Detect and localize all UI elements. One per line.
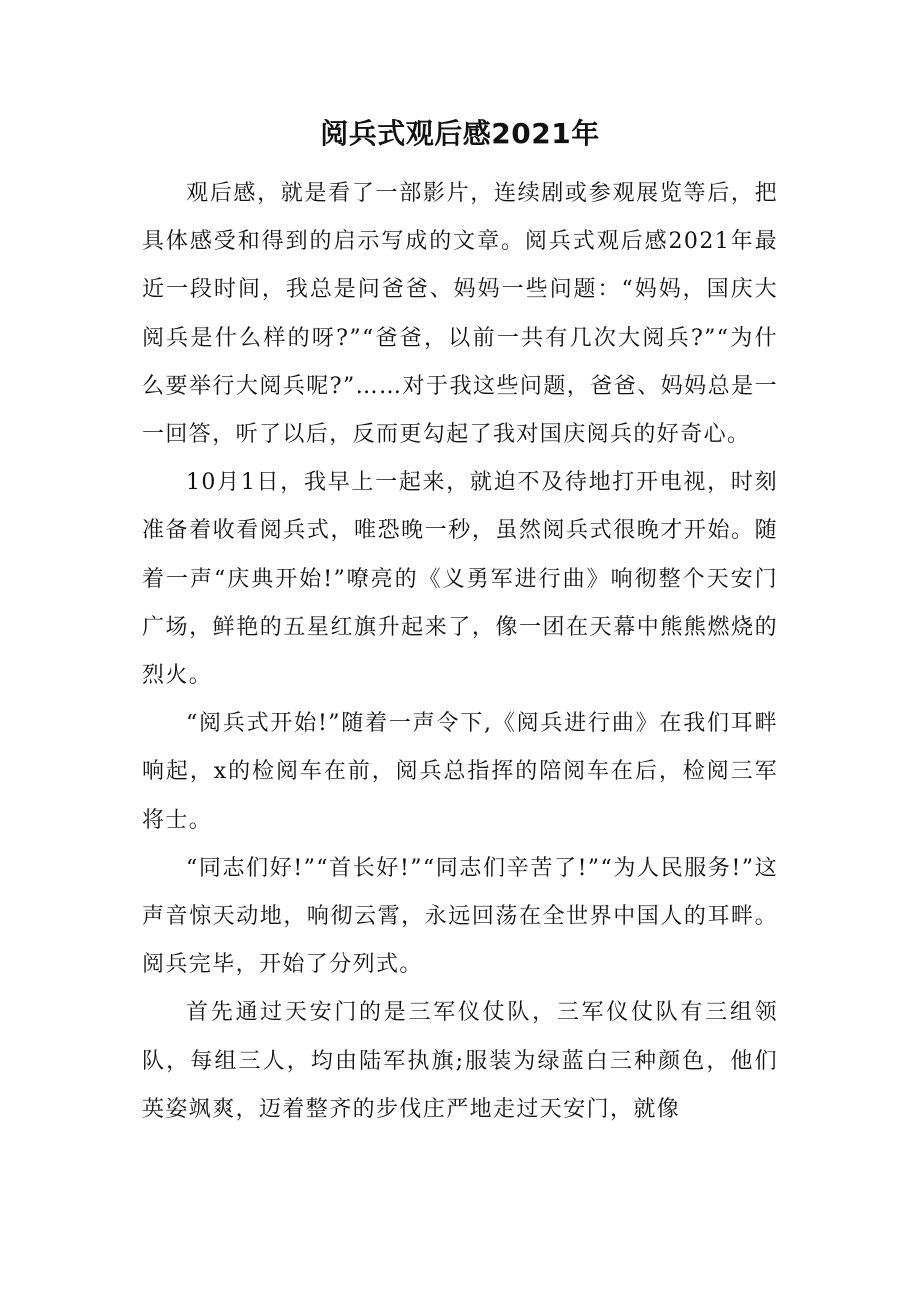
paragraph-3: “阅兵式开始!”随着一声令下,《阅兵进行曲》在我们耳畔响起，x的检阅车在前，阅兵总指挥的陪阅车在后，检阅三军将士。 <box>142 711 778 833</box>
document-title: 阅兵式观后感2021年 <box>320 117 600 150</box>
paragraph-1: 观后感，就是看了一部影片，连续剧或参观展览等后，把具体感受和得到的启示写成的文章。阅兵式观后感2021年最近一段时间，我总是问爸爸、妈妈一些问题：“妈妈，国庆大阅兵是什么样的呀?”“爸爸，以前一共有几次大阅兵?”“为什么要举行大阅兵呢?”……对于我这些问题，爸爸、妈妈总是一一回答，听了以后，反而更勾起了我对国庆阅兵的好奇心。 <box>142 181 778 448</box>
paragraph-2: 10月1日，我早上一起来，就迫不及待地打开电视，时刻准备着收看阅兵式，唯恐晚一秒，虽然阅兵式很晚才开始。随着一声“庆典开始!”嘹亮的《义勇军进行曲》响彻整个天安门广场，鲜艳的五星红旗升起来了，像一团在天幕中熊熊燃烧的烈火。 <box>142 470 778 689</box>
document-body <box>142 170 778 1134</box>
paragraph-5: 首先通过天安门的是三军仪仗队，三军仪仗队有三组领队，每组三人，均由陆军执旗;服装为绿蓝白三种颜色，他们英姿飒爽，迈着整齐的步伐庄严地走过天安门，就像 <box>142 1000 778 1122</box>
paragraph-4: “同志们好!”“首长好!”“同志们辛苦了!”“为人民服务!”这声音惊天动地，响彻云霄，永远回荡在全世界中国人的耳畔。阅兵完毕，开始了分列式。 <box>142 855 778 978</box>
